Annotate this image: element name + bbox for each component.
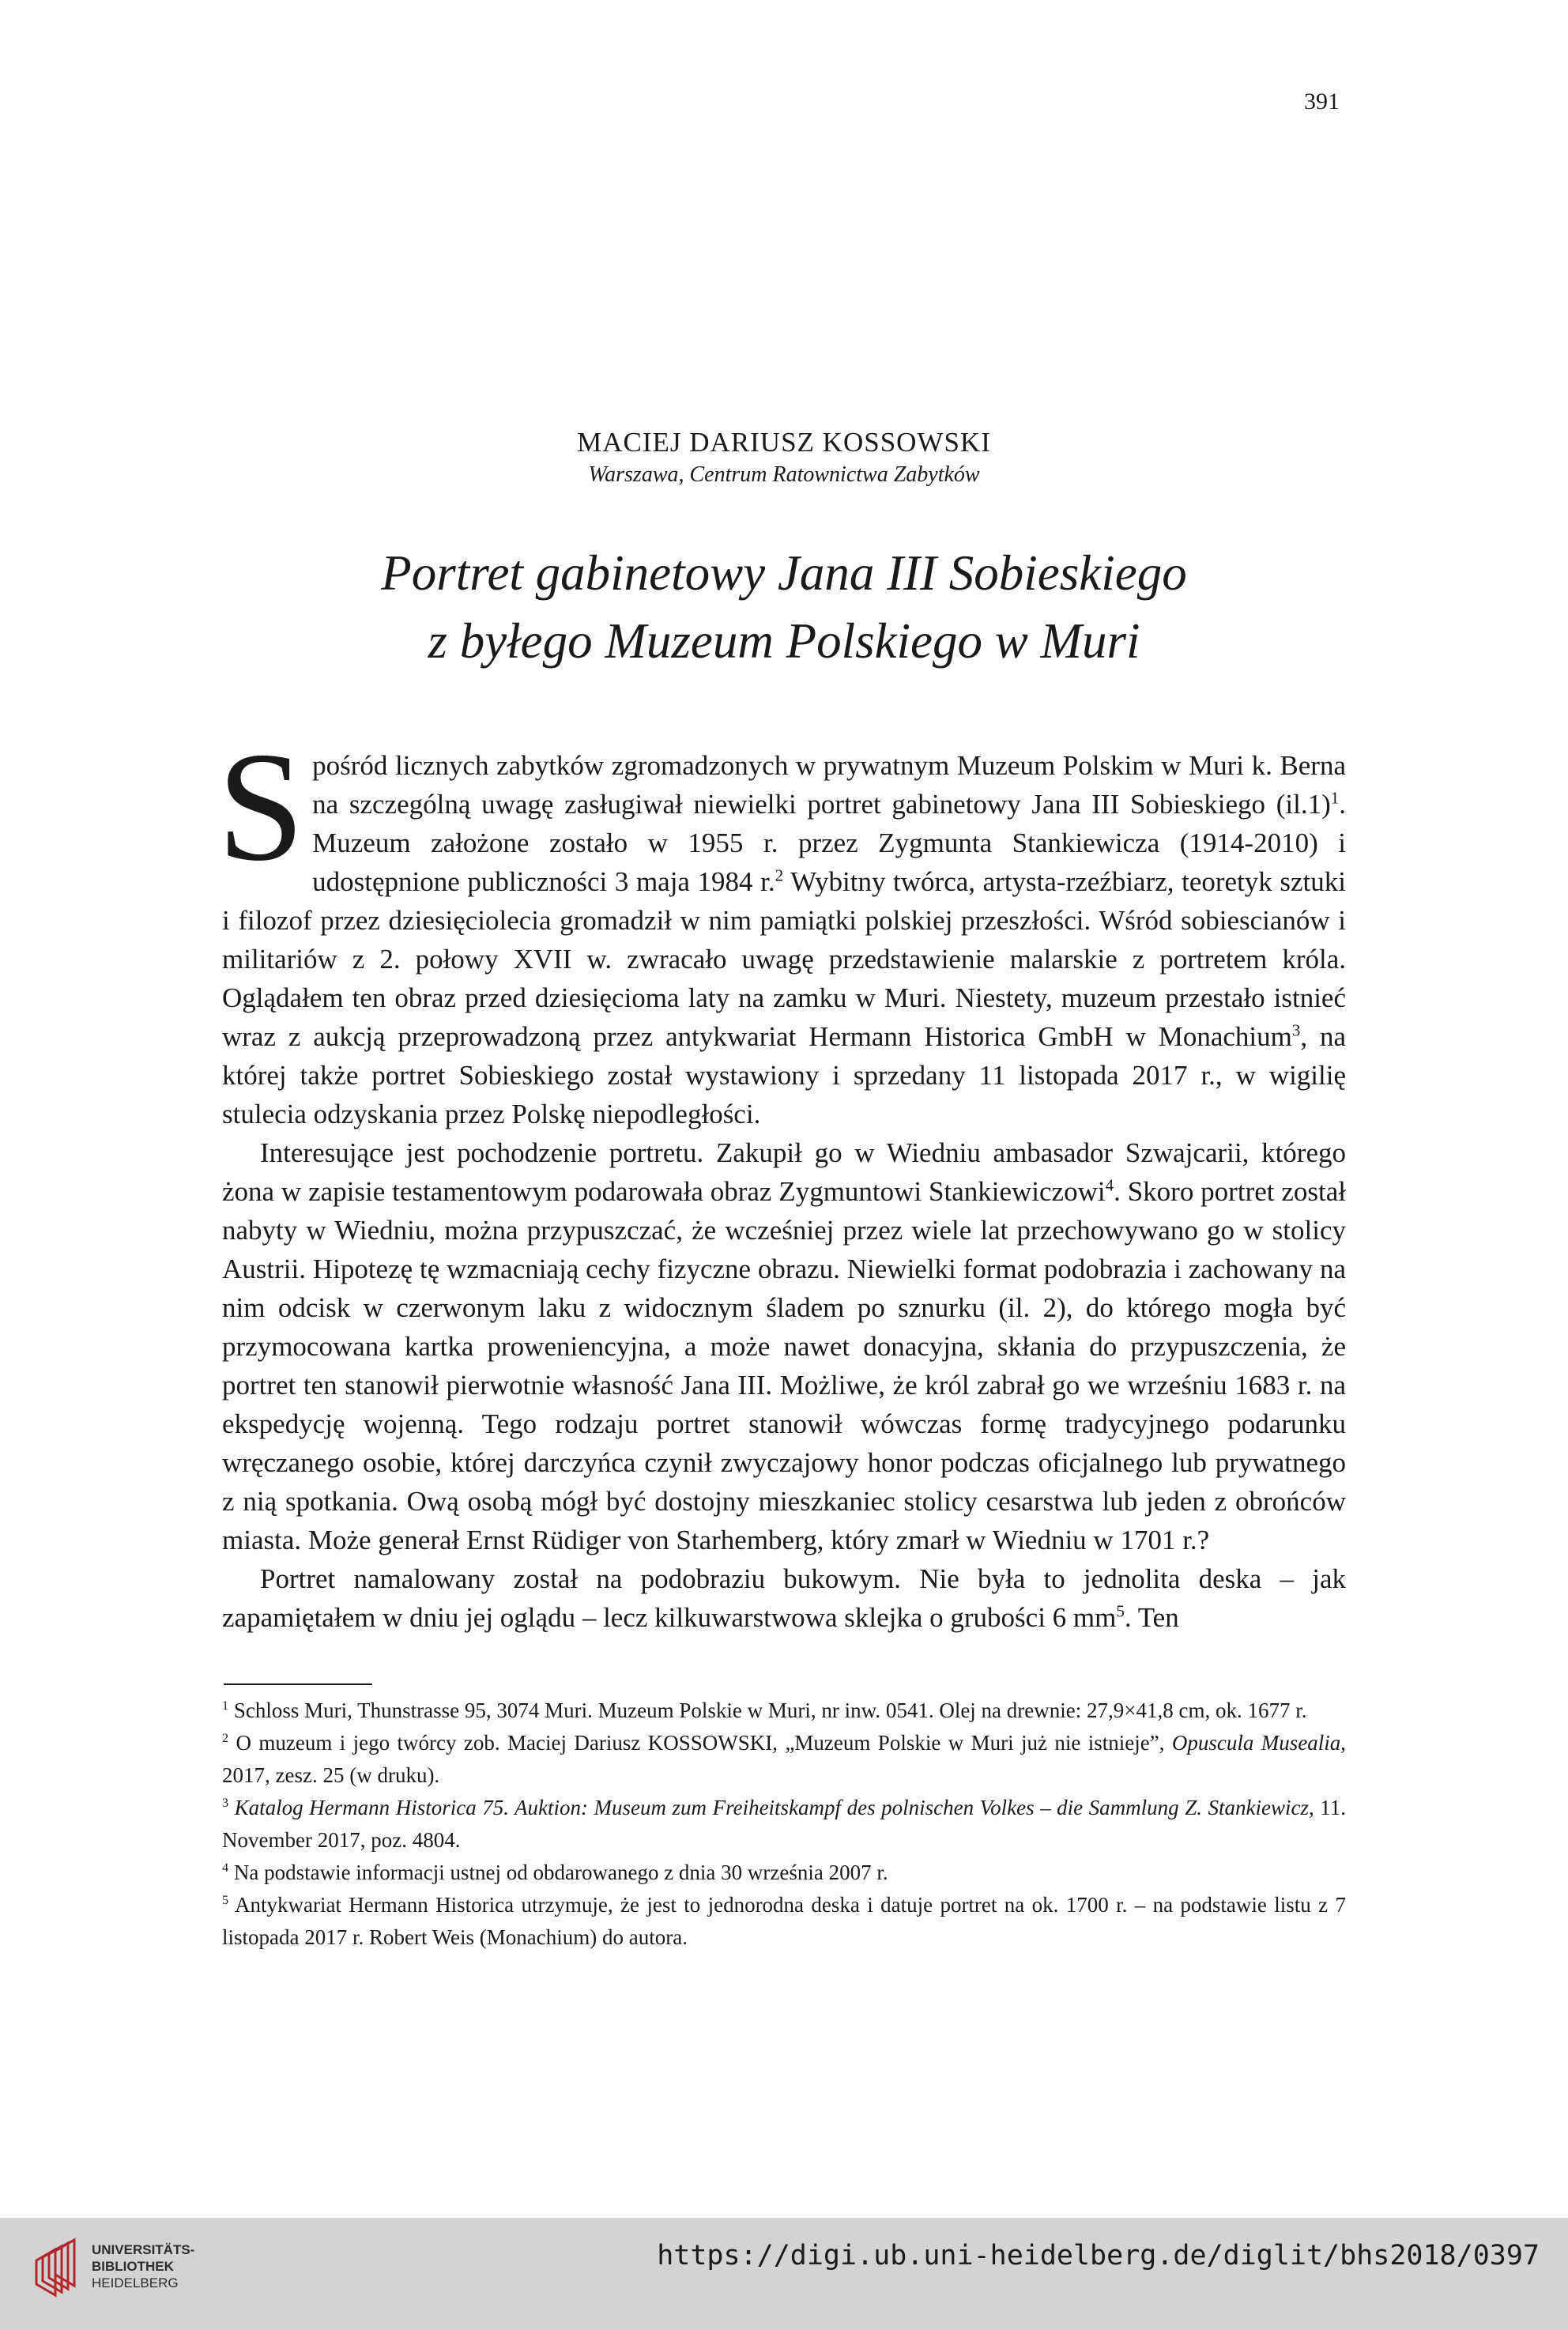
author-affiliation: Warszawa, Centrum Ratownictwa Zabytków xyxy=(588,462,980,487)
footnote-number: 3 xyxy=(222,1796,229,1810)
title-line-1: Portret gabinetowy Jana III Sobieskiego xyxy=(381,545,1187,601)
footnote-number: 4 xyxy=(222,1861,229,1875)
paragraph-3-text-a: Portret namalowany został na podobraziu bukowym. Nie była to jednolita deska – jak zapamiętałem w dniu jej oglądu – lecz kilkuwarstwowa sklejka o grubości 6 mm xyxy=(222,1563,1346,1633)
footnote-ref-3[interactable]: 3 xyxy=(1291,1020,1301,1040)
paragraph-2-text-b: . Skoro portret został nabyty w Wiedniu, można przypuszczać, że wcześniej przez wiele lat przechowywano go w stolicy Austrii. Hipotezę tę wzmacniają cechy fizyczne obrazu. Niewielki format podobrazia i zachowany na nim odcisk w czerwonym laku z widocznym śladem po sznurku (il. 2), do którego mogła być przymocowana kartka proweniencyjna, a może nawet donacyjna, skłania do przypuszczenia, że portret ten stanowił pierwotnie własność Jana III. Możliwe, że król zabrał go we wrześniu 1683 r. na ekspedycję wojenną. Tego rodzaju portret stanowił wówczas formę tradycyjnego podarunku wręczanego osobie, której darczyńca czynił zwyczajowy honor podczas oficjalnego lub prywatnego z nią spotkania. Ową osobą mógł być dostojny mieszkaniec stolicy cesarstwa lub jeden z obrońców miasta. Może generał Ernst Rüdiger von Starhemberg, który zmarł w Wiedniu w 1701 r.? xyxy=(222,1176,1346,1555)
paragraph-1-text-a: pośród licznych zabytków zgromadzonych w prywatnym Muzeum Polskim w Muri k. Berna na szczególną uwagę zasługiwał niewielki portret gabinetowy Jana III Sobieskiego (il.1) xyxy=(312,750,1346,820)
footnotes xyxy=(222,1695,1346,1954)
footnote-text: , 2017, zesz. 25 (w druku). xyxy=(222,1731,1347,1787)
paragraph-1 xyxy=(217,720,1346,1133)
footnote-1 xyxy=(222,1695,1346,1727)
footnote-5 xyxy=(222,1889,1346,1954)
logo-line-2: BIBLIOTHEK xyxy=(92,2259,174,2274)
footnote-ref-1[interactable]: 1 xyxy=(1330,788,1340,808)
author-block xyxy=(0,425,1568,490)
drop-cap: S xyxy=(217,720,305,893)
author-name: MACIEJ DARIUSZ KOSSOWSKI xyxy=(577,427,991,458)
paragraph-2 xyxy=(222,1133,1346,1559)
page-number: 391 xyxy=(1304,89,1340,115)
paragraph-3 xyxy=(222,1559,1346,1637)
footnote-number: 2 xyxy=(222,1731,229,1745)
paragraph-1-text-b: . Muzeum założone zostało w 1955 r. przez Zygmunta Stankiewicza (1914-2010) i udostępnione publiczności 3 maja 1984 r. xyxy=(312,789,1346,897)
footnote-number: 5 xyxy=(222,1893,229,1907)
footnote-number: 1 xyxy=(222,1698,229,1713)
library-logo-icon[interactable] xyxy=(32,2234,82,2300)
footnote-italic-title: Opuscula Musealia xyxy=(1171,1731,1341,1755)
footnote-separator xyxy=(224,1683,372,1685)
article-body xyxy=(217,720,1346,1637)
footnote-ref-2[interactable]: 2 xyxy=(775,865,784,885)
logo-line-1: UNIVERSITÄTS- xyxy=(92,2242,195,2257)
source-url-link[interactable]: https://digi.ub.uni-heidelberg.de/diglit/bhs2018/0397 xyxy=(657,2240,1540,2272)
logo-line-3: HEIDELBERG xyxy=(92,2275,179,2290)
footnote-ref-5[interactable]: 5 xyxy=(1116,1601,1125,1621)
title-line-2: z byłego Muzeum Polskiego w Muri xyxy=(428,613,1140,669)
paragraph-1-text-d: , na której także portret Sobieskiego został wystawiony i sprzedany 11 listopada 2017 r., w wigilię stulecia odzyskania przez Polskę niepodległości. xyxy=(222,1021,1346,1129)
paragraph-1-text-c: Wybitny twórca, artysta-rzeźbiarz, teoretyk sztuki i filozof przez dziesięciolecia gromadził w nim pamiątki polskiej przeszłości. Wśród sobiescianów i militariów z 2. połowy XVII w. zwracało uwagę przedstawienie malarskie z portretem króla. Oglądałem ten obraz przed dziesięcioma laty na zamku w Muri. Niestety, muzeum przestało istnieć wraz z aukcją przeprowadzoną przez antykwariat Hermann Historica GmbH w Monachium xyxy=(222,866,1346,1052)
footnote-text: O muzeum i jego twórcy zob. Maciej Dariusz KOSSOWSKI, „Muzeum Polskie w Muri już nie istnieje”, xyxy=(236,1731,1172,1755)
footnote-3 xyxy=(222,1792,1346,1857)
footnote-text: Na podstawie informacji ustnej od obdarowanego z dnia 30 września 2007 r. xyxy=(233,1861,888,1884)
footnote-text: Antykwariat Hermann Historica utrzymuje, że jest to jednorodna deska i datuje portret na ok. 1700 r. – na podstawie listu z 7 listopada 2017 r. Robert Weis (Monachium) do autora. xyxy=(222,1893,1346,1949)
library-logo-text xyxy=(92,2241,194,2291)
footnote-2 xyxy=(222,1727,1346,1792)
footer-bar xyxy=(0,2218,1568,2330)
footnote-italic-title: Katalog Hermann Historica 75. Auktion: Museum zum Freiheitskampf des polnischen Volkes – die Sammlung Z. Stankiewicz xyxy=(234,1796,1309,1819)
article-title xyxy=(0,539,1568,675)
footnote-text: , 11. November 2017, poz. 4804. xyxy=(222,1796,1347,1852)
footnote-ref-4[interactable]: 4 xyxy=(1105,1175,1114,1195)
footnote-4 xyxy=(222,1857,1346,1889)
footnote-text: Schloss Muri, Thunstrasse 95, 3074 Muri. Muzeum Polskie w Muri, nr inw. 0541. Olej na drewnie: 27,9×41,8 cm, ok. 1677 r. xyxy=(233,1698,1307,1722)
paragraph-3-text-b: . Ten xyxy=(1124,1602,1179,1633)
paragraph-2-text-a: Interesujące jest pochodzenie portretu. Zakupił go w Wiedniu ambasador Szwajcarii, którego żona w zapisie testamentowym podarowała obraz Zygmuntowi Stankiewiczowi xyxy=(222,1137,1346,1207)
